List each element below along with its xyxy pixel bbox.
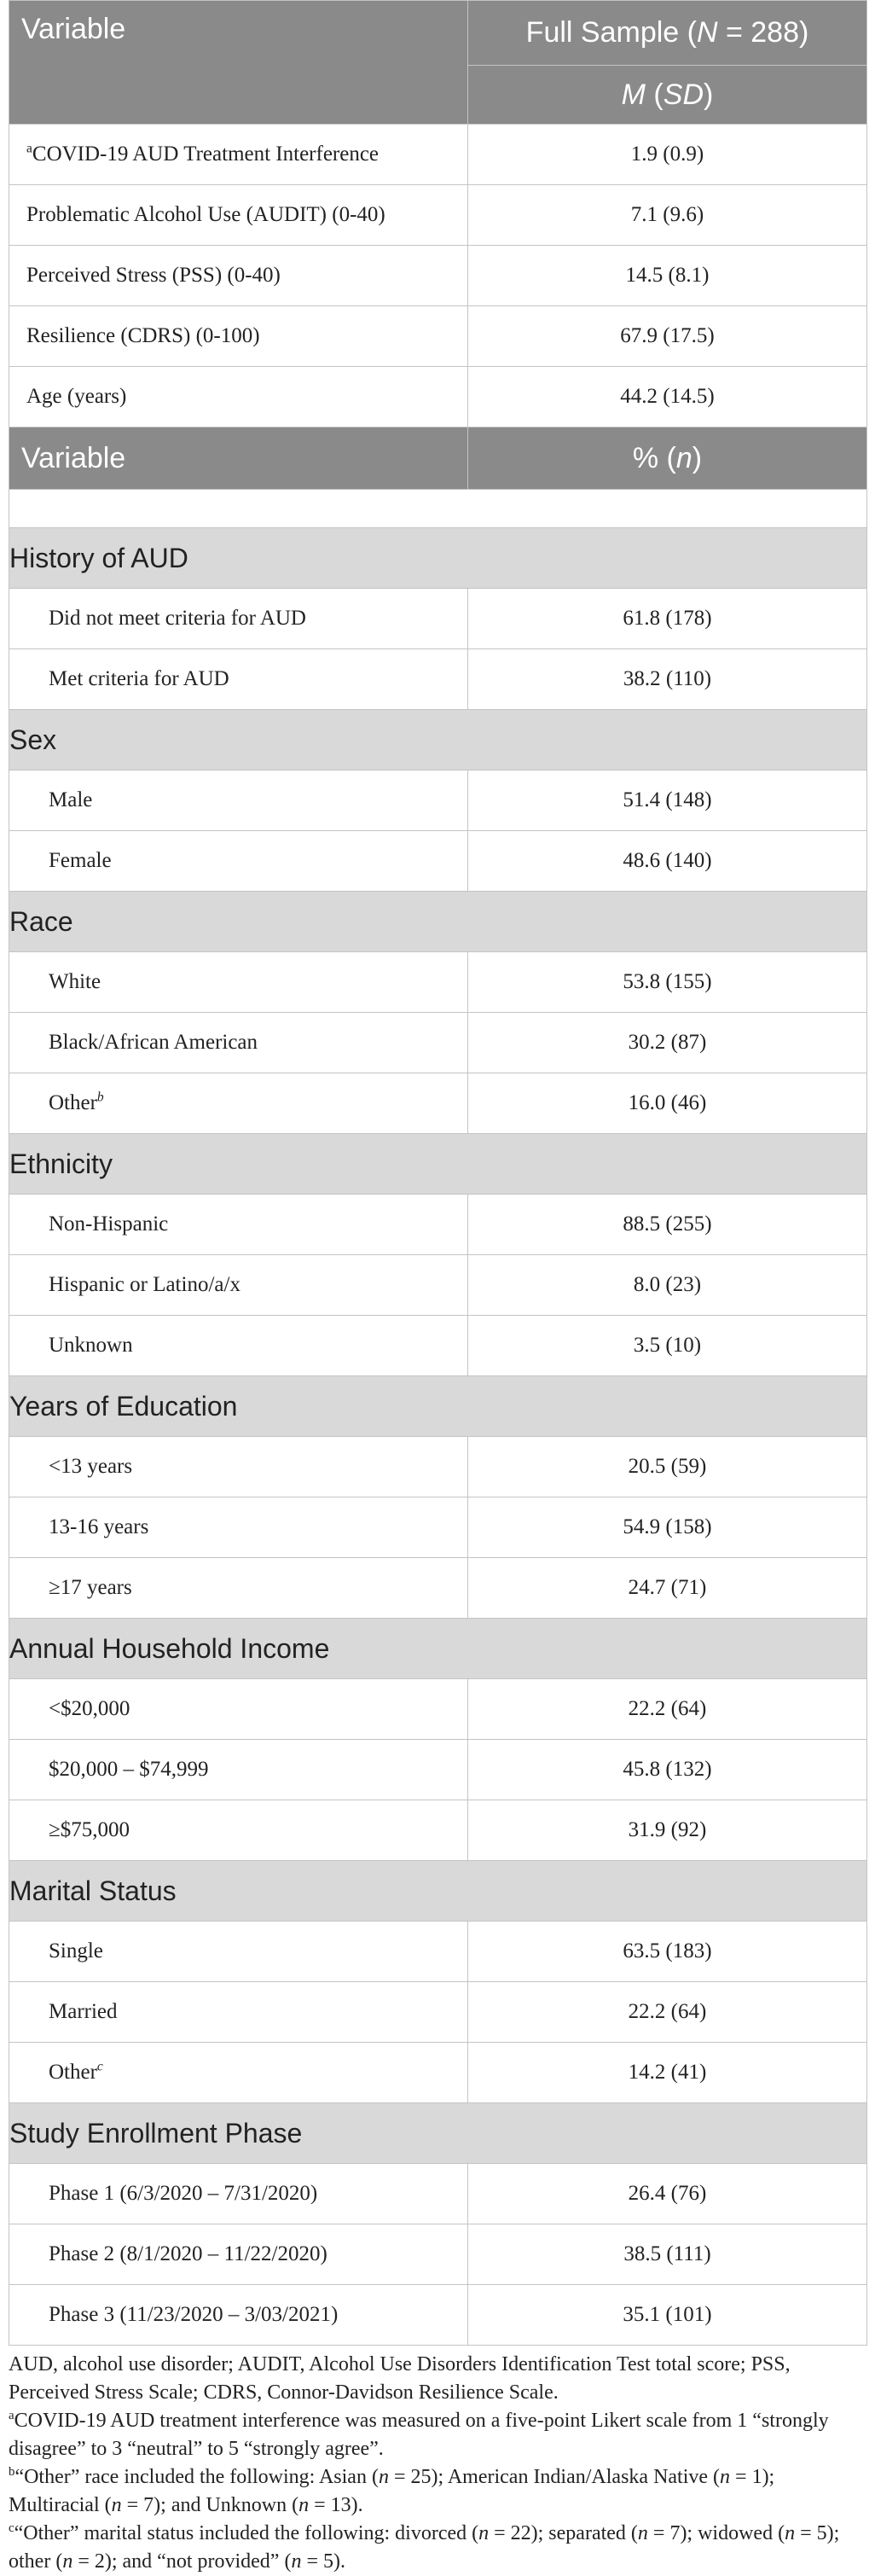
mean-sd-header — [468, 66, 867, 125]
table-row — [9, 1316, 867, 1376]
row-value: 22.2 (64) — [468, 1679, 867, 1740]
table-row — [9, 1922, 867, 1982]
variable-header-2: Variable — [9, 427, 468, 490]
table-row — [9, 2043, 867, 2103]
footnote-part: n — [291, 2550, 302, 2573]
table-row — [9, 649, 867, 710]
row-label — [9, 367, 468, 427]
row-label-text: COVID-19 AUD Treatment Interference — [32, 142, 380, 166]
section-header-row — [9, 1861, 867, 1922]
row-label-text: ≥$75,000 — [49, 1818, 130, 1841]
section-header-row — [9, 528, 867, 589]
footnote-part: = 25); American Indian/Alaska Native ( — [388, 2466, 721, 2488]
footnote-part: n — [720, 2466, 731, 2488]
row-label — [9, 770, 468, 831]
row-value: 67.9 (17.5) — [468, 306, 867, 367]
row-label — [9, 649, 468, 710]
table-row — [9, 185, 867, 246]
footnote-c-marker: c — [9, 2521, 14, 2535]
full-sample-header — [468, 1, 867, 66]
row-value: 54.9 (158) — [468, 1497, 867, 1558]
table-container — [9, 0, 866, 2576]
row-value: 20.5 (59) — [468, 1437, 867, 1497]
row-label-text: ≥17 years — [49, 1576, 132, 1599]
table-row — [9, 1800, 867, 1861]
row-label — [9, 1922, 468, 1982]
footnote-a-marker: a — [9, 2409, 14, 2422]
row-label — [9, 1982, 468, 2043]
footnote-part: n — [785, 2522, 796, 2544]
footnote-part: = 7); and Unknown ( — [121, 2494, 299, 2516]
row-value: 53.8 (155) — [468, 952, 867, 1013]
table-row — [9, 367, 867, 427]
row-label-text: Black/African American — [49, 1031, 258, 1054]
row-label-text: Met criteria for AUD — [49, 667, 229, 690]
row-label — [9, 1497, 468, 1558]
row-label — [9, 1316, 468, 1376]
section-title: Ethnicity — [9, 1134, 867, 1195]
row-label — [9, 1437, 468, 1497]
row-value: 7.1 (9.6) — [468, 185, 867, 246]
full-sample-prefix: Full Sample ( — [525, 16, 697, 49]
table-row — [9, 589, 867, 649]
table-row — [9, 1679, 867, 1740]
footnote-part: n — [378, 2466, 389, 2488]
row-label-text: Phase 1 (6/3/2020 – 7/31/2020) — [49, 2182, 318, 2205]
section-title: Annual Household Income — [9, 1619, 867, 1679]
section-title: Years of Education — [9, 1376, 867, 1437]
variable-header-label: Variable — [21, 13, 126, 45]
full-sample-suffix: = 288) — [717, 16, 809, 49]
row-value: 26.4 (76) — [468, 2164, 867, 2224]
mean-symbol: M — [621, 78, 646, 111]
table-row — [9, 1437, 867, 1497]
row-label-text: <13 years — [49, 1455, 133, 1478]
row-value: 48.6 (140) — [468, 831, 867, 892]
row-label-text: $20,000 – $74,999 — [49, 1758, 209, 1781]
row-label-text: Perceived Stress (PSS) (0-40) — [26, 264, 281, 287]
row-value: 3.5 (10) — [468, 1316, 867, 1376]
row-value: 8.0 (23) — [468, 1255, 867, 1316]
footnote-a — [9, 2407, 866, 2463]
row-label-text: Unknown — [49, 1334, 133, 1357]
row-label — [9, 2164, 468, 2224]
row-label — [9, 952, 468, 1013]
row-label-text: Phase 2 (8/1/2020 – 11/22/2020) — [49, 2242, 327, 2265]
row-label-text: Resilience (CDRS) (0-100) — [26, 324, 260, 347]
percent-close: ) — [692, 441, 703, 474]
spacer-row — [9, 490, 867, 528]
footnote-part: = 22); separated ( — [489, 2522, 638, 2544]
table-row — [9, 1255, 867, 1316]
row-value: 61.8 (178) — [468, 589, 867, 649]
row-label-text: Did not meet criteria for AUD — [49, 607, 306, 630]
footnote-part: “Other” marital status included the following: divorced ( — [14, 2522, 479, 2544]
row-value: 38.2 (110) — [468, 649, 867, 710]
table-row — [9, 1073, 867, 1134]
percent-n-header — [468, 427, 867, 490]
row-value: 22.2 (64) — [468, 1982, 867, 2043]
row-label — [9, 1073, 468, 1134]
row-label-text: Hispanic or Latino/a/x — [49, 1273, 240, 1296]
row-value: 51.4 (148) — [468, 770, 867, 831]
row-value: 35.1 (101) — [468, 2285, 867, 2346]
full-sample-n-symbol: N — [696, 16, 718, 49]
row-label — [9, 306, 468, 367]
row-label-text: Phase 3 (11/23/2020 – 3/03/2021) — [49, 2303, 339, 2326]
row-value: 38.5 (111) — [468, 2224, 867, 2285]
row-label-text: Problematic Alcohol Use (AUDIT) (0-40) — [26, 203, 385, 226]
row-label — [9, 1800, 468, 1861]
sd-close: ) — [704, 78, 714, 111]
row-value: 14.5 (8.1) — [468, 246, 867, 306]
row-label-text: White — [49, 970, 101, 993]
section-header-row — [9, 892, 867, 952]
table-row — [9, 1982, 867, 2043]
row-label — [9, 1255, 468, 1316]
section-header-row — [9, 2103, 867, 2164]
row-label-text: Other — [49, 1091, 97, 1114]
table-row — [9, 2164, 867, 2224]
percent-header-row — [9, 427, 867, 490]
section-header-row — [9, 1376, 867, 1437]
section-title: Marital Status — [9, 1861, 867, 1922]
section-title: Study Enrollment Phase — [9, 2103, 867, 2164]
row-label — [9, 1679, 468, 1740]
table-row — [9, 1497, 867, 1558]
row-label-text: Female — [49, 849, 112, 872]
table-row — [9, 1013, 867, 1073]
table-row — [9, 246, 867, 306]
footnote-part: n — [62, 2550, 73, 2573]
row-label — [9, 1013, 468, 1073]
row-label — [9, 125, 468, 185]
table-row — [9, 1740, 867, 1800]
footnote-part: = 7); widowed ( — [647, 2522, 785, 2544]
section-header-row — [9, 1619, 867, 1679]
table-row — [9, 831, 867, 892]
table-row — [9, 125, 867, 185]
footnote-marker: b — [96, 1090, 104, 1105]
row-label — [9, 2043, 468, 2103]
row-label-text: Age (years) — [26, 385, 127, 408]
row-value: 88.5 (255) — [468, 1195, 867, 1255]
footnote-part: n — [637, 2522, 648, 2544]
footnote-part: = 13). — [309, 2494, 363, 2516]
footnote-marker: a — [26, 141, 32, 156]
row-label-text: 13-16 years — [49, 1515, 149, 1538]
footnote-part: n — [298, 2494, 310, 2516]
row-value: 45.8 (132) — [468, 1740, 867, 1800]
row-value: 16.0 (46) — [468, 1073, 867, 1134]
sd-symbol: SD — [663, 78, 704, 111]
section-title: Race — [9, 892, 867, 952]
row-label — [9, 2285, 468, 2346]
row-label-text: Single — [49, 1939, 103, 1963]
row-value: 63.5 (183) — [468, 1922, 867, 1982]
footnote-part: n — [111, 2494, 122, 2516]
footnote-part: = 2); and “not provided” ( — [72, 2550, 292, 2573]
header-row — [9, 1, 867, 66]
table-footnotes — [9, 2351, 866, 2576]
percent-label: % ( — [632, 441, 676, 474]
footnote-marker: c — [96, 2059, 103, 2074]
section-title: Sex — [9, 710, 867, 770]
footnote-part: = 5). — [301, 2550, 345, 2573]
row-value: 30.2 (87) — [468, 1013, 867, 1073]
row-label-text: Male — [49, 788, 93, 811]
footnote-a-text: COVID-19 AUD treatment interference was measured on a five-point Likert scale from 1 “strongly disagree” to 3 “neutral” to 5 “strongly agree”. — [9, 2410, 829, 2460]
footnote-part: = 1); Multiracial ( — [9, 2466, 775, 2516]
sd-open: ( — [645, 78, 663, 111]
row-label — [9, 1740, 468, 1800]
section-header-row — [9, 1134, 867, 1195]
row-label — [9, 1558, 468, 1619]
row-label-text: <$20,000 — [49, 1697, 130, 1720]
table-row — [9, 2285, 867, 2346]
row-label — [9, 1195, 468, 1255]
spacer-cell — [9, 490, 867, 528]
row-value: 14.2 (41) — [468, 2043, 867, 2103]
footnote-b-marker: b — [9, 2465, 15, 2479]
variable-header — [9, 1, 468, 125]
row-label-text: Other — [49, 2061, 97, 2084]
row-label — [9, 589, 468, 649]
n-symbol: n — [675, 441, 692, 474]
row-label-text: Non-Hispanic — [49, 1212, 169, 1236]
section-header-row — [9, 710, 867, 770]
footnote-part: “Other” race included the following: Asian ( — [14, 2466, 379, 2488]
section-title: History of AUD — [9, 528, 867, 589]
row-label — [9, 831, 468, 892]
footnote-part: n — [478, 2522, 490, 2544]
footnote-b — [9, 2463, 866, 2520]
row-value: 44.2 (14.5) — [468, 367, 867, 427]
footnote-abbreviations: AUD, alcohol use disorder; AUDIT, Alcohol Use Disorders Identification Test total score; PSS, Perceived Stress Scale; CDRS, Connor-Davidson Resilience Scale. — [9, 2353, 791, 2404]
table-row — [9, 770, 867, 831]
table-row — [9, 952, 867, 1013]
row-label-text: Married — [49, 2000, 118, 2023]
footnote-c — [9, 2520, 866, 2576]
row-value: 31.9 (92) — [468, 1800, 867, 1861]
row-label — [9, 2224, 468, 2285]
row-label — [9, 246, 468, 306]
row-value: 24.7 (71) — [468, 1558, 867, 1619]
row-label — [9, 185, 468, 246]
table-row — [9, 1195, 867, 1255]
demographics-table — [9, 0, 867, 2346]
table-row — [9, 2224, 867, 2285]
row-value: 1.9 (0.9) — [468, 125, 867, 185]
footnote-part: = 5); other ( — [9, 2522, 840, 2573]
table-row — [9, 1558, 867, 1619]
table-row — [9, 306, 867, 367]
